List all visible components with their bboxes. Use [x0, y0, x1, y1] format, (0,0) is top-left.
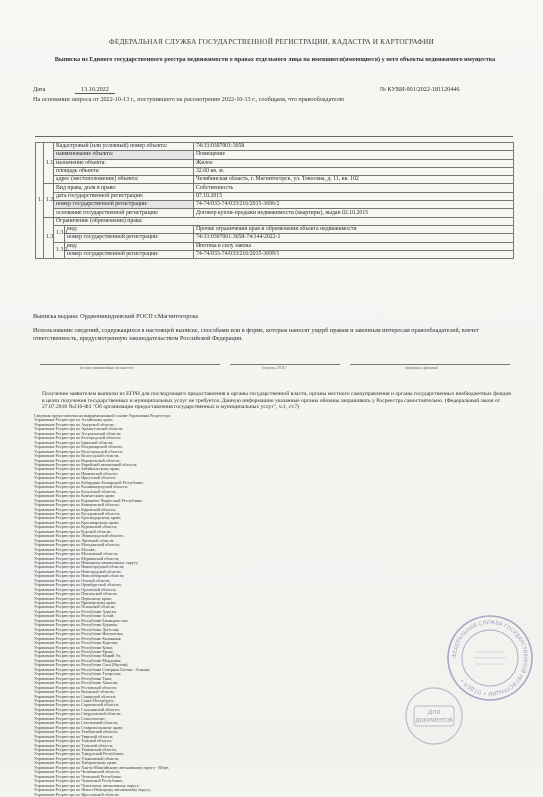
- caption-signature: (подпись, М.П.): [262, 366, 287, 370]
- cell-label: вид:: [65, 225, 194, 233]
- list-item: Управление Росреестра по Московской области;: [34, 551, 119, 557]
- list-item: Управление Росреестра по Орловской области;: [34, 586, 116, 592]
- subsection-number: 1.3.2.: [54, 242, 65, 259]
- list-item: Управление Росреестра по Республике Ингушетия;: [34, 631, 124, 637]
- caption-position: (полное наименование должности): [80, 366, 134, 370]
- list-item: Управление Росреестра по Тамбовской области;: [34, 729, 118, 735]
- list-item: Управление Росреестра по Новосибирской области;: [34, 573, 125, 579]
- list-item: Управление Росреестра по Воронежской области;: [34, 457, 121, 463]
- table-row: [36, 184, 514, 192]
- list-item: Управление Росреестра по Тюменской области;: [34, 746, 117, 752]
- list-item: Управление Росреестра по Сахалинской области;: [34, 706, 120, 712]
- section-number: 1.1.: [44, 143, 54, 184]
- list-item: Управление Росреестра по Мурманской области;: [34, 555, 120, 561]
- list-item: Управление Росреестра по Самарской области;: [34, 693, 116, 699]
- list-item: Управление Росреестра по Республике Дагестан;: [34, 626, 120, 632]
- caption-name: (инициалы, фамилия): [405, 366, 439, 370]
- list-item: Управление Росреестра по Саратовской области;: [34, 702, 119, 708]
- list-item: Управление Росреестра по Республике Северная Осетия - Алания;: [34, 666, 150, 672]
- object-table: [35, 142, 514, 259]
- list-item: Управление Росреестра по Новгородской области;: [34, 568, 122, 574]
- list-item: Управление Росреестра по Республике Калмыкия;: [34, 635, 122, 641]
- list-item: Управление Росреестра по Хабаровскому краю;: [34, 760, 118, 766]
- cell-label: вид:: [65, 242, 194, 250]
- list-item: Управление Росреестра по Владимирской области;: [34, 444, 123, 450]
- document-number: № КУВИ-001/2022-181120446: [380, 86, 460, 93]
- table-row: [36, 159, 514, 167]
- list-item: Управление Росреестра по Ростовской области;: [34, 684, 117, 690]
- list-item: Управление Росреестра по Томской области;: [34, 738, 112, 744]
- cell-label: назначение объекта:: [54, 159, 194, 167]
- list-item: Управление Росреестра по Ульяновской области;: [34, 755, 120, 761]
- cell-value: Помещение: [194, 151, 514, 159]
- list-item: Управление Росреестра по Забайкальскому краю;: [34, 466, 121, 472]
- table-row: [36, 242, 514, 250]
- office-list: [34, 414, 244, 797]
- list-item: Управление Росреестра по Калужской области;: [34, 488, 117, 494]
- list-item: Управление Росреестра по Калининградской области;: [34, 484, 128, 490]
- table-row: [36, 234, 514, 242]
- box-stamp-icon: [403, 685, 465, 747]
- list-item: Управление Росреестра по Еврейской автономной области;: [34, 461, 138, 467]
- list-item: Управление Росреестра по Псковской области;: [34, 604, 116, 610]
- issued-by: Выписка выдана: Орджоникидзевский РОСП г.Магнитогорска: [33, 313, 198, 320]
- list-item: Управление Росреестра по Нижегородской области;: [34, 564, 125, 570]
- list-item: Управление Росреестра по Свердловской области;: [34, 711, 122, 717]
- list-item: Управление Росреестра по Ханты-Мансийскому автономному округу - Югре;: [34, 764, 170, 770]
- stamp-ring-text: ФЕДЕРАЛЬНАЯ СЛУЖБА ГОСУДАРСТВЕННОЙ РЕГИСТРАЦИИ • ОТДЕЛ •: [451, 619, 529, 697]
- list-item: Управление Росреестра по Удмуртской Республике;: [34, 751, 125, 757]
- section-number: 1.3.: [44, 217, 54, 258]
- list-item: Управление Росреестра по Ивановской области;: [34, 470, 118, 476]
- list-item: Управление Росреестра по Оренбургской области;: [34, 582, 122, 588]
- table-row: [36, 151, 514, 159]
- section-number: 1.2.: [44, 184, 54, 217]
- list-item: Управление Росреестра по Севастополю;: [34, 715, 106, 721]
- signature-line-name: [350, 364, 510, 365]
- cell-label: номер государственной регистрации:: [54, 201, 194, 209]
- list-item: Управление Росреестра по Магаданской области;: [34, 542, 121, 548]
- cell-value: Челябинская область, г. Магнитогорск, ул. Тевосяна, д. 11, кв. 102: [194, 176, 514, 184]
- list-item: Управление Росреестра по Курской области;: [34, 528, 112, 534]
- list-item: Управление Росреестра по Ярославской области;: [34, 791, 120, 797]
- list-item: Управление Росреестра по Архангельской области;: [34, 426, 124, 432]
- table-row: [36, 176, 514, 184]
- cell-value: 74-74/033-74/033/216/2015-3699/1: [194, 250, 514, 258]
- table-row: [36, 143, 514, 151]
- list-item: Управление Росреестра по Белгородской области;: [34, 435, 121, 441]
- list-item: Управление Росреестра по Республике Татарстан;: [34, 671, 121, 677]
- list-item: Управление Росреестра по Челябинской области;: [34, 769, 120, 775]
- list-item: Управление Росреестра по Ставропольскому краю;: [34, 724, 124, 730]
- table-row: [36, 201, 514, 209]
- list-item: Управление Росреестра по Краснодарскому краю;: [34, 515, 122, 521]
- table-row: [36, 167, 514, 175]
- list-item: Управление Росреестра по Республике Коми;: [34, 644, 113, 650]
- table-row: [36, 209, 514, 217]
- signature-line-position: [40, 364, 220, 365]
- cell-value: Договор купли-продажи недвижимости (квартиры), выдан 02.10.2015: [194, 209, 514, 217]
- cell-label: основание государственной регистрации:: [54, 209, 194, 217]
- cell-label: Ограничение (обременение) права:: [54, 217, 514, 225]
- basis-text: На основании запроса от 2022-10-13 г., поступившего на рассмотрение 2022-10-13 г., сообщаем, что правообладателю: [33, 96, 345, 103]
- table-row: [36, 217, 514, 225]
- document-title: Выписка из Единого государственного реестра недвижимости о правах отдельного лица на имевшиеся(имеющиеся) у него объекты недвижимого имущества: [54, 56, 496, 63]
- list-item: Управление Росреестра по Кемеровской области;: [34, 502, 120, 508]
- list-item: Управление Росреестра по Чеченской Республике;: [34, 773, 122, 779]
- date-label: Дата: [33, 86, 46, 93]
- list-item: Управление Росреестра по Республике Тыва;: [34, 675, 113, 681]
- cell-label: дата государственной регистрации:: [54, 192, 194, 200]
- cell-label: номер государственной регистрации:: [65, 234, 194, 242]
- list-item: Управление Росреестра по Астраханской области;: [34, 430, 122, 436]
- list-item: Управление Росреестра по Алтайскому краю;: [34, 417, 114, 423]
- list-item: Управление Росреестра по Курганской области;: [34, 524, 118, 530]
- list-item: Управление Росреестра по Смоленской области;: [34, 720, 119, 726]
- list-item: Управление Росреестра по Санкт-Петербургу;: [34, 698, 115, 703]
- list-item: Управление Росреестра по Амурской области;: [34, 421, 115, 427]
- list-item: Управление Росреестра по Чувашской Республике;: [34, 778, 123, 784]
- list-item: Управление Росреестра по Рязанской области;: [34, 689, 115, 695]
- list-item: Управление Росреестра по Иркутской области;: [34, 475, 116, 481]
- list-item: Управление Росреестра по Пермскому краю;: [34, 595, 112, 601]
- subsection-number: 1.3.1.: [54, 225, 65, 242]
- divider-top: [35, 136, 513, 137]
- list-item: Управление Росреестра по Республике Хакасия;: [34, 680, 118, 686]
- list-item: Управление Росреестра по Республике Алтай;: [34, 613, 115, 619]
- list-item: Управление Росреестра по Камчатскому краю;: [34, 493, 116, 499]
- receipt-notice: Получение заявителем выписки из ЕГРН для последующего предоставления в органы государственной власти, органы местного самоуправления и органы государственных внебюджетных фондов в целях получения государственных и муниципальных услуг не требуется. Данную информацию указанные органы обязаны запрашивать у Росреестра самостоятельно. (Федеральный закон от 27.07.2010 №210-ФЗ "Об организации предоставления государственных и муниципальных услуг", ч.1, ст.7): [42, 391, 511, 411]
- cell-value: 07.10.2015: [194, 192, 514, 200]
- list-item: Управление Росреестра по Омской области;: [34, 577, 111, 583]
- cell-value: Ипотека в силу закона: [194, 242, 514, 250]
- list-item: Управление Росреестра по Республике Карелия;: [34, 640, 118, 646]
- list-item: Управление Росреестра по Вологодской области;: [34, 453, 120, 459]
- list-item: Управление Росреестра по Тверской области;: [34, 733, 114, 739]
- agency-name: ФЕДЕРАЛЬНАЯ СЛУЖБА ГОСУДАРСТВЕННОЙ РЕГИСТРАЦИИ, КАДАСТРА И КАРТОГРАФИИ: [109, 38, 434, 46]
- table-row: [36, 225, 514, 233]
- list-item: Управление Росреестра по Республике Бурятия;: [34, 622, 118, 628]
- list-item: Сведения предоставлены на информационной основе Управления Росреестра:: [34, 413, 171, 418]
- cell-value: Прочие ограничения прав и обременения объекта недвижимости: [194, 225, 514, 233]
- stamp-box-line1: ДЛЯ: [427, 710, 441, 716]
- list-item: Управление Росреестра по Липецкой области;: [34, 537, 115, 543]
- list-item: Управление Росреестра по Карачаево-Черкесской Республике;: [34, 497, 143, 503]
- list-item: Управление Росреестра по Республике Адыгея;: [34, 608, 117, 614]
- usage-warning: Использование сведений, содержащихся в настоящей выписке, способами или в форме, которые наносят ущерб правам и законным интересам правообладателей, влечет ответственность, предусмотренную законодательством Российской Федерации.: [33, 327, 479, 342]
- row-number: 1.: [36, 143, 44, 259]
- list-item: Управление Росреестра по Республике Саха (Якутия);: [34, 662, 129, 668]
- signature-line-sign: [230, 364, 340, 365]
- list-item: Управление Росреестра по Брянской области;: [34, 439, 114, 445]
- cell-label: Кадастровый (или условный) номер объекта:: [54, 143, 194, 151]
- list-item: Управление Росреестра по Москве;: [34, 546, 96, 552]
- list-item: Управление Росреестра по Республике Башкортостан;: [34, 617, 129, 623]
- list-item: Управление Росреестра по Республике Крым;: [34, 649, 114, 655]
- list-item: Управление Росреестра по Кабардино-Балкарской Республике;: [34, 479, 144, 485]
- list-item: Управление Росреестра по Республике Марий Эл;: [34, 653, 122, 659]
- cell-label: Вид права, доля в праве:: [54, 184, 194, 192]
- list-item: Управление Росреестра по Кировской области;: [34, 506, 116, 512]
- date-value: 13.10.2022: [75, 86, 115, 94]
- cell-value: 74:33:0307001:3658-74/144/2022-1: [194, 234, 514, 242]
- cell-value: 74:33:0307001:3658: [194, 143, 514, 151]
- cell-value: 74-74/033-74/033/216/2015-3696/2: [194, 201, 514, 209]
- list-item: Управление Росреестра по Тульской области;: [34, 742, 114, 748]
- cell-label: номер государственной регистрации:: [65, 250, 194, 258]
- list-item: Управление Росреестра по Приморскому краю;: [34, 600, 117, 606]
- list-item: Управление Росреестра по Республике Мордовия;: [34, 657, 122, 663]
- table-row: [36, 192, 514, 200]
- list-item: Управление Росреестра по Чукотскому автономному округу;: [34, 782, 140, 788]
- cell-value: 32.60 кв. м.: [194, 167, 514, 175]
- list-item: Управление Росреестра по Ямало-Ненецкому автономному округу;: [34, 787, 152, 793]
- stamp-box-line2: ДОКУМЕНТОВ: [415, 718, 453, 724]
- list-item: Управление Росреестра по Красноярскому краю;: [34, 519, 120, 525]
- cell-label: адрес (местоположение) объекта:: [54, 176, 194, 184]
- list-item: Управление Росреестра по Ненецкому автономному округу;: [34, 559, 139, 565]
- list-item: Управление Росреестра по Костромской области;: [34, 510, 120, 516]
- table-row: [36, 250, 514, 258]
- list-item: Управление Росреестра по Пензенской области;: [34, 591, 118, 597]
- cell-value: Собственность: [194, 184, 514, 192]
- list-item: Управление Росреестра по Волгоградской области;: [34, 448, 123, 454]
- list-item: Управление Росреестра по Ленинградской области;: [34, 533, 124, 539]
- cell-label: площадь объекта:: [54, 167, 194, 175]
- cell-value: Жилое: [194, 159, 514, 167]
- cell-label: наименование объекта:: [54, 151, 194, 159]
